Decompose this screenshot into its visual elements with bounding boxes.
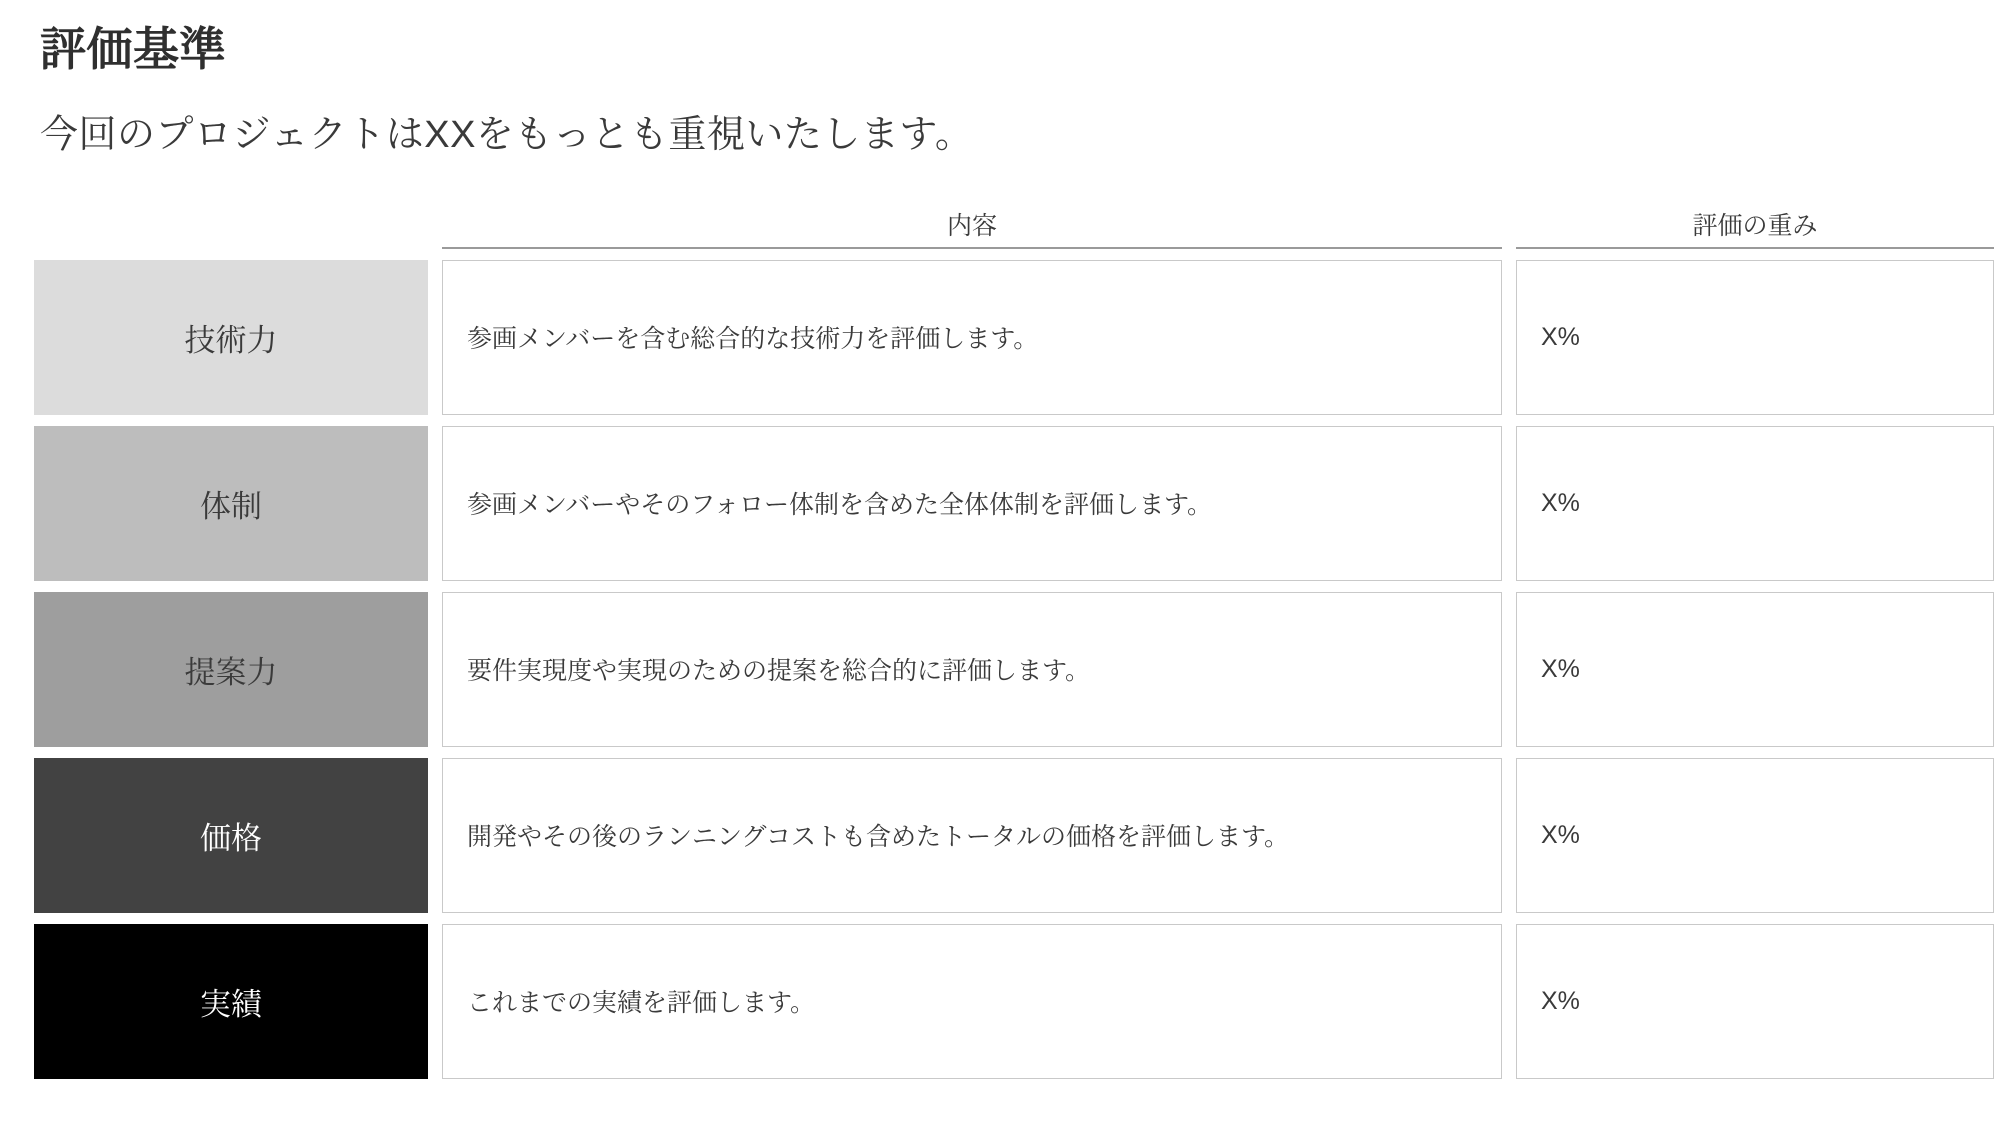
criteria-label-cell: 提案力	[34, 592, 428, 747]
criteria-weight-cell: X%	[1516, 260, 1994, 415]
table-row	[34, 592, 1980, 747]
criteria-content-cell: 要件実現度や実現のための提案を総合的に評価します。	[442, 592, 1502, 747]
criteria-label-cell: 体制	[34, 426, 428, 581]
criteria-content-cell: 開発やその後のランニングコストも含めたトータルの価格を評価します。	[442, 758, 1502, 913]
criteria-label-cell: 価格	[34, 758, 428, 913]
row-gap	[1502, 924, 1516, 1079]
criteria-label-cell: 実績	[34, 924, 428, 1079]
criteria-weight-cell: X%	[1516, 592, 1994, 747]
row-gap	[428, 260, 442, 415]
criteria-weight-cell: X%	[1516, 426, 1994, 581]
page-subtitle: 今回のプロジェクトはXXをもっとも重視いたします。	[40, 114, 974, 157]
row-gap	[1502, 592, 1516, 747]
table-row	[34, 758, 1980, 913]
row-gap	[428, 592, 442, 747]
criteria-content-cell: 参画メンバーやそのフォロー体制を含めた全体体制を評価します。	[442, 426, 1502, 581]
table-row	[34, 426, 1980, 581]
table-row	[34, 924, 1980, 1079]
criteria-label-cell: 技術力	[34, 260, 428, 415]
row-gap	[1502, 426, 1516, 581]
evaluation-criteria-table	[34, 203, 1980, 1079]
row-gap	[428, 426, 442, 581]
table-header-row	[34, 203, 1980, 249]
row-gap	[1502, 758, 1516, 913]
table-row	[34, 260, 1980, 415]
page-title: 評価基準	[40, 23, 226, 75]
table-body	[34, 260, 1980, 1079]
row-gap	[1502, 260, 1516, 415]
row-gap	[428, 758, 442, 913]
row-gap	[428, 924, 442, 1079]
column-header-content: 内容	[442, 206, 1502, 249]
criteria-weight-cell: X%	[1516, 924, 1994, 1079]
criteria-content-cell: 参画メンバーを含む総合的な技術力を評価します。	[442, 260, 1502, 415]
column-header-weight: 評価の重み	[1516, 206, 1994, 249]
criteria-weight-cell: X%	[1516, 758, 1994, 913]
criteria-content-cell: これまでの実績を評価します。	[442, 924, 1502, 1079]
